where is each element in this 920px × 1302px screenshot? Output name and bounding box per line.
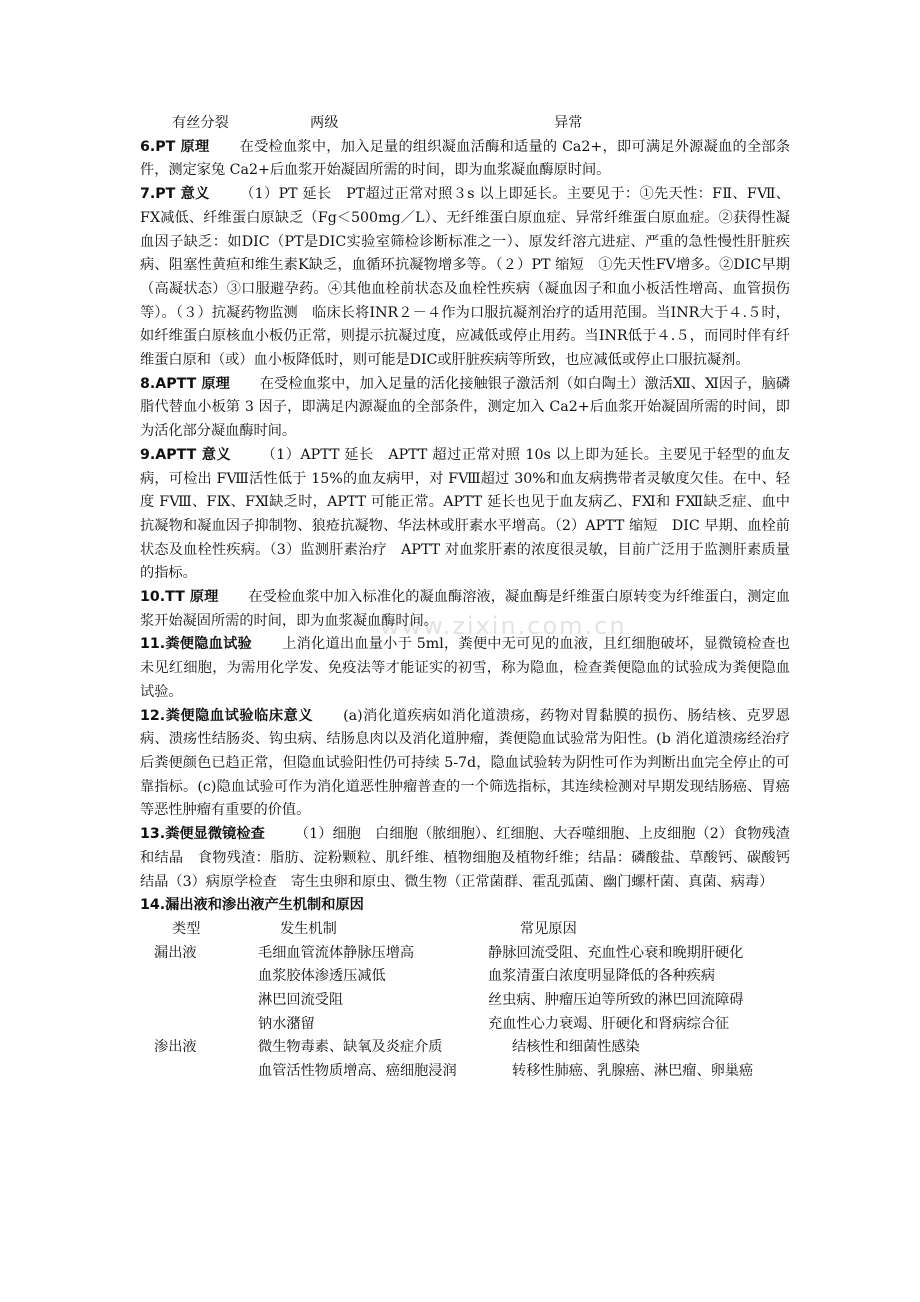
- section-body: 在受检血浆中加入标准化的凝血酶溶液，凝血酶是纤维蛋白原转变为纤维蛋白，测定血浆开始凝固所需的时间，即为血浆凝血酶时间。: [140, 589, 790, 629]
- section-title: PT 意义: [155, 186, 210, 203]
- section-number: 11.: [140, 636, 166, 653]
- table-header: [140, 918, 790, 942]
- table-cell: 微生物毒素、缺氧及炎症介质: [258, 1039, 443, 1056]
- section-number: 8.: [140, 375, 156, 392]
- section-number: 14.: [140, 897, 166, 914]
- column-header: 发生机制: [280, 920, 337, 937]
- section-number: 12.: [140, 707, 166, 724]
- table-row: [140, 1013, 790, 1037]
- table-cell: [140, 1013, 258, 1037]
- table-cell: 转移性肺癌、乳腺癌、淋巴瘤、卵巢癌: [512, 1063, 754, 1080]
- section-title: PT 原理: [155, 138, 210, 155]
- table-cell: 血管活性物质增高、癌细胞浸润: [258, 1063, 457, 1080]
- table-row: [140, 942, 790, 966]
- table-row: [140, 965, 790, 989]
- table-cell: 钠水潴留: [258, 1015, 315, 1032]
- column-header: 常见原因: [520, 920, 577, 937]
- section-body: (a)消化道疾病如消化道溃疡，药物对胃黏膜的损伤、肠结核、克罗恩病、溃疡性结肠炎、钩虫病、结肠息肉以及消化道肿瘤，粪便隐血试验常为阳性。(b 消化道溃疡经治疗后粪便颜色已趋正常，但隐血试验阳性仍可持续 5-7d，隐血试验转为阴性可作为判断出血完全停止的可靠指标。(c)隐血试验可作为消化道恶性肿瘤普查的一个筛选指标，其连续检测对早期发现结肠癌、胃癌等恶性肿瘤有重要的价值。: [140, 707, 790, 819]
- table-cell: 血浆清蛋白浓度明显降低的各种疾病: [488, 968, 716, 985]
- table-cell: [140, 989, 258, 1013]
- section-title: TT 原理: [165, 589, 219, 606]
- section-body: （1）APTT 延长 APTT 超过正常对照 10s 以上即为延长。主要见于轻型的血友病，可检出 FⅧ活性低于 15%的血友病甲，对 FⅧ超过 30%和血友病携带者灵敏度欠佳。在中、轻度 FⅧ、FⅨ、FⅪ缺乏时，APTT 可能正常。APTT 延长也见于血友病乙、FⅪ和 FⅫ缺乏症、血中抗凝物和凝血因子抑制物、狼疮抗凝物、华法林或肝素水平增高。（2）APTT 缩短 DIC 早期、血栓前状态及血栓性疾病。（3）监测肝素治疗 APTT 对血浆肝素的浓度很灵敏，目前广泛用于监测肝素质量的指标。: [140, 446, 790, 582]
- section-8: [140, 373, 790, 444]
- section-body: （1）细胞 白细胞（脓细胞）、红细胞、大吞噬细胞、上皮细胞（2）食物残渣和结晶 食物残渣：脂肪、淀粉颗粒、肌纤维、植物细胞及植物纤维；结晶：磷酸盐、草酸钙、碳酸钙结晶（3）病原学检查 寄生虫卵和原虫、微生物（正常菌群、霍乱弧菌、幽门螺杆菌、真菌、病毒）: [140, 826, 790, 890]
- section-body: 在受检血浆中，加入足量的组织凝血活酶和适量的 Ca2+，即可满足外源凝血的全部条件，测定家兔 Ca2+后血浆开始凝固所需的时间，即为血浆凝血酶原时间。: [140, 138, 791, 179]
- section-14: [140, 894, 790, 918]
- section-title: APTT 原理: [155, 375, 230, 392]
- column-header: 类型: [172, 920, 201, 937]
- section-13: [140, 823, 790, 894]
- table-row: [140, 1036, 790, 1060]
- table-cell: [140, 965, 258, 989]
- section-body: 上消化道出血量小于 5ml，粪便中无可见的血液，且红细胞破坏，显微镜检查也未见红细胞，为需用化学发、免疫法等才能证实的初雪，称为隐血，检查粪便隐血的试验成为粪便隐血试验。: [140, 636, 790, 700]
- section-title: 粪便隐血试验临床意义: [165, 707, 314, 724]
- table-cell: 毛细血管流体静脉压增高: [258, 944, 415, 961]
- section-number: 10.: [140, 589, 166, 606]
- section-10: [140, 586, 790, 633]
- section-number: 6.: [140, 138, 156, 155]
- effusion-table: [140, 918, 790, 1084]
- section-number: 13.: [140, 826, 166, 843]
- section-number: 7.: [140, 186, 156, 203]
- table-row: [140, 1060, 790, 1084]
- section-body: 在受检血浆中，加入足量的活化接触银子激活剂（如白陶土）激活Ⅻ、Ⅺ因子，脑磷脂代替血小板第 3 因子，即满足内源凝血的全部条件，测定加入 Ca2+后血浆开始凝固所需的时间，即为活化部分凝血酶时间。: [140, 375, 791, 440]
- watermark: www.zixin.com.cn: [380, 612, 627, 640]
- top-cell: 异常: [554, 115, 583, 131]
- section-11: [140, 633, 790, 704]
- section-title: 粪便隐血试验: [165, 636, 252, 653]
- section-number: 9.: [140, 446, 156, 463]
- table-cell: 静脉回流受阻、充血性心衰和晚期肝硬化: [488, 944, 744, 961]
- table-cell: 充血性心力衰竭、肝硬化和肾病综合征: [488, 1015, 730, 1032]
- section-title: APTT 意义: [155, 446, 232, 463]
- section-7: [140, 183, 790, 373]
- document-body: [140, 112, 790, 1084]
- table-cell: 渗出液: [154, 1039, 197, 1056]
- table-cell: [140, 1060, 258, 1084]
- top-cell: 两级: [310, 115, 339, 131]
- table-cell: 漏出液: [154, 944, 197, 961]
- section-12: [140, 705, 790, 824]
- section-9: [140, 444, 790, 586]
- section-6: [140, 136, 790, 183]
- top-row: [140, 112, 790, 136]
- section-title: 粪便显微镜检查: [165, 826, 265, 843]
- table-row: [140, 989, 790, 1013]
- table-cell: 血浆胶体渗透压减低: [258, 968, 386, 985]
- section-body: （1）PT 延长 PT超过正常对照３s 以上即延长。主要见于：①先天性：FⅡ、FⅦ、FⅩ减低、纤维蛋白原缺乏（Fg＜500mg／L）、无纤维蛋白原血症、异常纤维蛋白原血症。②获得性凝血因子缺乏：如DIC（PT是DIC实验室筛检诊断标准之一）、原发纤溶亢进症、严重的急性慢性肝脏疾病、阻塞性黄疸和维生素K缺乏，血循环抗凝物增多等。（２）PT 缩短 ①先天性FV增多。②DIC早期（高凝状态）③口服避孕药。④其他血栓前状态及血栓性疾病（凝血因子和血小板活性增高、血管损伤等）。（３）抗凝药物监测 临床长将INR２－４作为口服抗凝剂治疗的适用范围。当INR大于４.５时，如纤维蛋白原核血小板仍正常，则提示抗凝过度，应减低或停止用药。当INR低于４.５，而同时伴有纤维蛋白原和（或）血小板降低时，则可能是DIC或肝脏疾病等所致，也应减低或停止口服抗凝剂。: [140, 186, 790, 369]
- top-cell: 有丝分裂: [172, 115, 229, 131]
- table-cell: 结核性和细菌性感染: [512, 1039, 640, 1056]
- table-cell: 淋巴回流受阻: [258, 992, 344, 1009]
- section-title: 漏出液和渗出液产生机制和原因: [165, 897, 364, 914]
- table-cell: 丝虫病、肿瘤压迫等所致的淋巴回流障碍: [488, 992, 744, 1009]
